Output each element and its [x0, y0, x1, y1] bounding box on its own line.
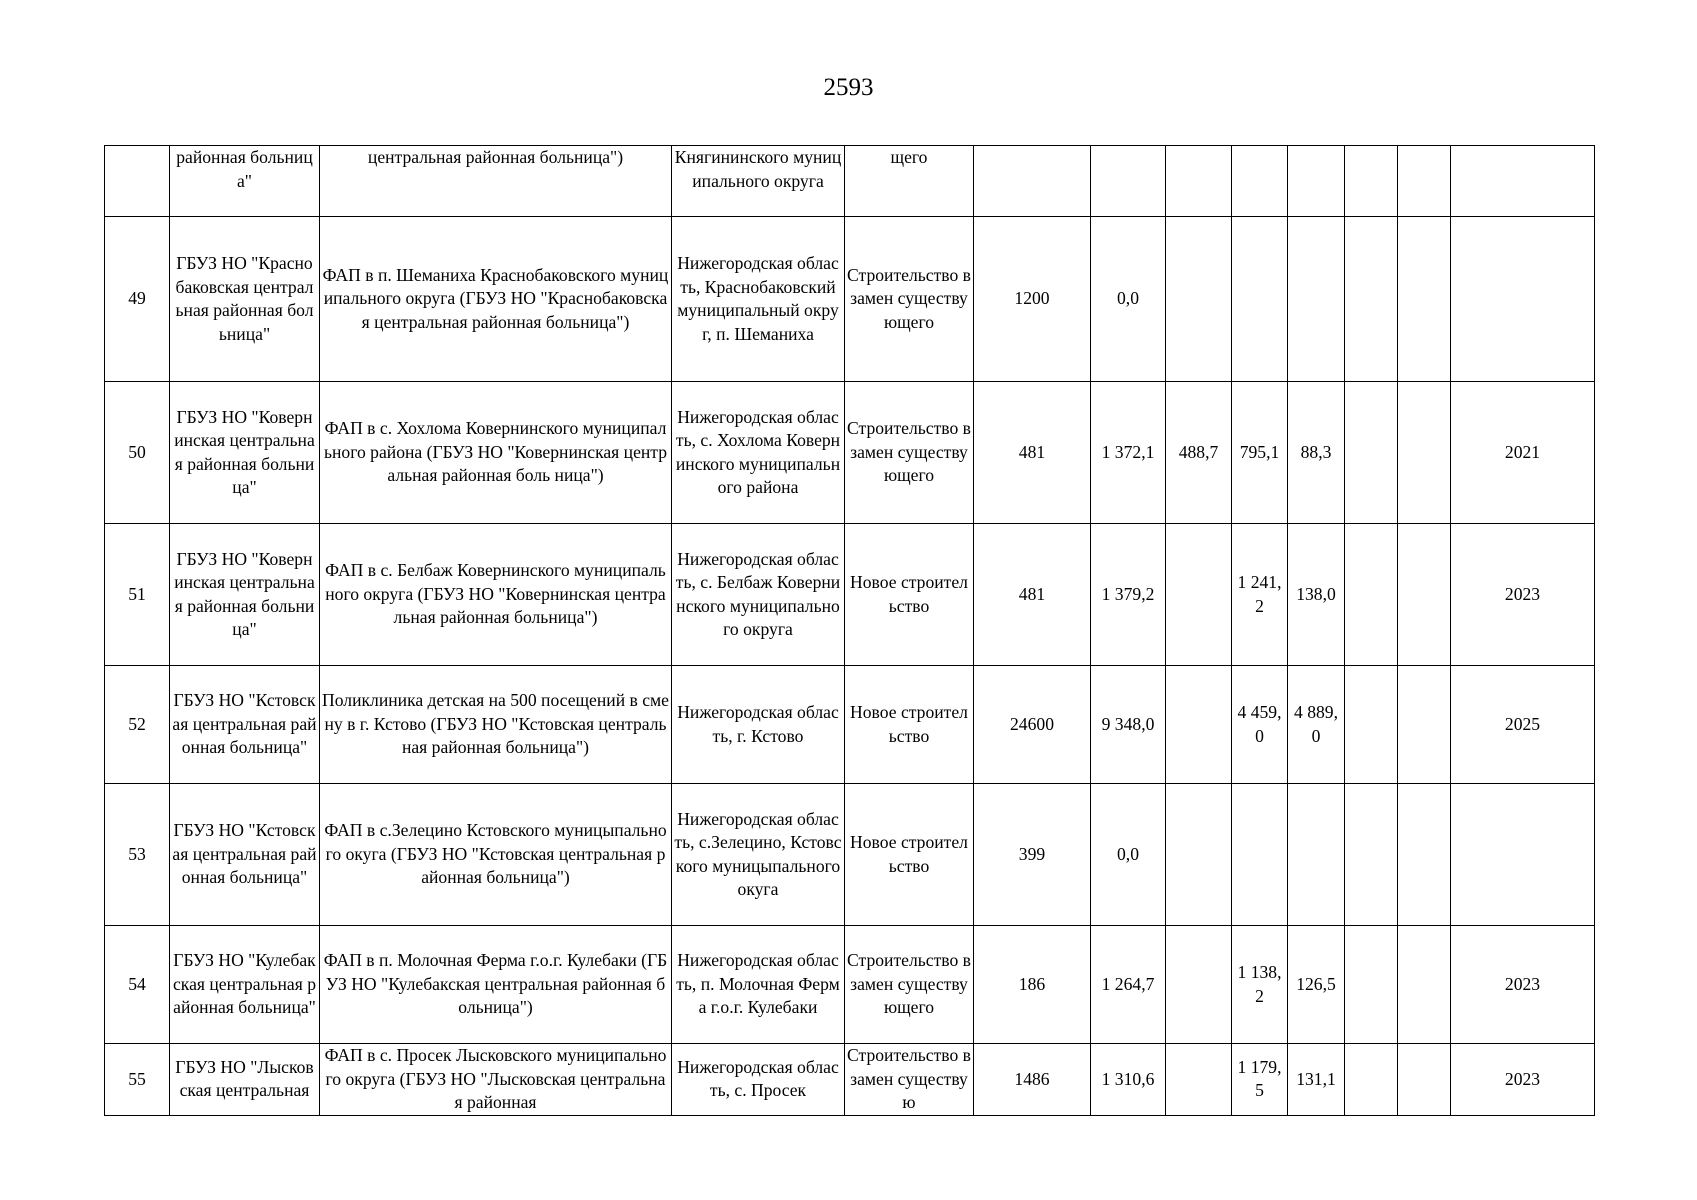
table-cell-c8: [1232, 784, 1288, 926]
table-cell-n: 53: [105, 784, 170, 926]
table-cell-object: ФАП в с.Зелецино Кстовского муницыпального окуга (ГБУЗ НО "Кстовская центральная районная больница"): [320, 784, 672, 926]
table-cell-c7: [1166, 666, 1232, 784]
table-cell-c7: [1166, 524, 1232, 666]
table-cell-address: Княгининского муниципального округа: [672, 146, 845, 217]
table-cell-c10: [1345, 217, 1398, 382]
table-cell-c10: [1345, 146, 1398, 217]
table-cell-c7: 488,7: [1166, 382, 1232, 524]
table-cell-type: Новое строительство: [845, 784, 974, 926]
table-cell-c5: 399: [974, 784, 1091, 926]
table-cell-org: районная больница": [170, 146, 320, 217]
table-cell-c6: 1 372,1: [1091, 382, 1166, 524]
table-cell-type: Строительство взамен существую: [845, 1044, 974, 1116]
table-cell-org: ГБУЗ НО "Ковернинская центральная районная больница": [170, 524, 320, 666]
table-row: [105, 382, 1595, 524]
table-cell-n: 50: [105, 382, 170, 524]
objects-table: [104, 145, 1595, 1116]
table-cell-c6: 1 310,6: [1091, 1044, 1166, 1116]
table-cell-c8: [1232, 217, 1288, 382]
table-cell-c12: 2021: [1451, 382, 1595, 524]
table-cell-c11: [1398, 524, 1451, 666]
table-cell-org: ГБУЗ НО "Ковернинская центральная районная больница": [170, 382, 320, 524]
table-cell-c12: [1451, 217, 1595, 382]
table-cell-c12: [1451, 146, 1595, 217]
table-cell-c5: [974, 146, 1091, 217]
table-cell-c11: [1398, 926, 1451, 1044]
table-cell-object: ФАП в п. Шеманиха Краснобаковского муниципального округа (ГБУЗ НО "Краснобаковская центральная районная больница"): [320, 217, 672, 382]
table-cell-c5: 481: [974, 524, 1091, 666]
table-cell-type: щего: [845, 146, 974, 217]
table-cell-n: 49: [105, 217, 170, 382]
table-cell-c11: [1398, 1044, 1451, 1116]
table-row: [105, 784, 1595, 926]
table-cell-org: ГБУЗ НО "Кулебакская центральная районная больница": [170, 926, 320, 1044]
table-cell-c9: [1288, 146, 1345, 217]
table-cell-c6: 9 348,0: [1091, 666, 1166, 784]
table-cell-address: Нижегородская область, с. Хохлома Ковернинского муниципального района: [672, 382, 845, 524]
table-cell-c11: [1398, 217, 1451, 382]
table-cell-object: ФАП в с. Белбаж Ковернинского муниципального округа (ГБУЗ НО "Ковернинская центральная районная больница"): [320, 524, 672, 666]
table-cell-c9: [1288, 784, 1345, 926]
table-row: [105, 146, 1595, 217]
table-cell-c12: 2023: [1451, 926, 1595, 1044]
table-cell-c12: 2023: [1451, 524, 1595, 666]
table-cell-address: Нижегородская область, г. Кстово: [672, 666, 845, 784]
table-cell-c5: 1200: [974, 217, 1091, 382]
table-cell-c11: [1398, 784, 1451, 926]
table-row: [105, 524, 1595, 666]
table-cell-type: Строительство взамен существующего: [845, 382, 974, 524]
table-cell-c6: 0,0: [1091, 217, 1166, 382]
table-row: [105, 666, 1595, 784]
table-cell-address: Нижегородская область, п. Молочная Ферма г.о.г. Кулебаки: [672, 926, 845, 1044]
table-cell-c12: 2023: [1451, 1044, 1595, 1116]
table-cell-c11: [1398, 382, 1451, 524]
table-cell-org: ГБУЗ НО "Краснобаковская центральная районная больница": [170, 217, 320, 382]
table-cell-n: 55: [105, 1044, 170, 1116]
table-cell-object: Поликлиника детская на 500 посещений в смену в г. Кстово (ГБУЗ НО "Кстовская центральная районная больница"): [320, 666, 672, 784]
table-cell-type: Новое строительство: [845, 666, 974, 784]
table-cell-c9: 131,1: [1288, 1044, 1345, 1116]
table-cell-c7: [1166, 784, 1232, 926]
table-cell-address: Нижегородская область, Краснобаковский муниципальный округ, п. Шеманиха: [672, 217, 845, 382]
table-cell-c6: [1091, 146, 1166, 217]
table-row: [105, 1044, 1595, 1116]
table-cell-c10: [1345, 524, 1398, 666]
table-cell-c5: 24600: [974, 666, 1091, 784]
table-cell-c10: [1345, 1044, 1398, 1116]
table-row: [105, 217, 1595, 382]
table-cell-c12: [1451, 784, 1595, 926]
table-cell-c9: [1288, 217, 1345, 382]
page-number: 2593: [823, 74, 874, 101]
table-cell-c10: [1345, 784, 1398, 926]
table-cell-n: 54: [105, 926, 170, 1044]
table-cell-c11: [1398, 146, 1451, 217]
table-cell-org: ГБУЗ НО "Кстовская центральная районная больница": [170, 784, 320, 926]
table-cell-c9: 138,0: [1288, 524, 1345, 666]
table-cell-c5: 186: [974, 926, 1091, 1044]
table-cell-n: [105, 146, 170, 217]
table-cell-org: ГБУЗ НО "Лысковская центральная: [170, 1044, 320, 1116]
table-cell-object: центральная районная больница"): [320, 146, 672, 217]
table-cell-c6: 1 264,7: [1091, 926, 1166, 1044]
table-cell-object: ФАП в п. Молочная Ферма г.о.г. Кулебаки (ГБУЗ НО "Кулебакская центральная районная больница"): [320, 926, 672, 1044]
table-cell-object: ФАП в с. Просек Лысковского муниципального округа (ГБУЗ НО "Лысковская центральная районная: [320, 1044, 672, 1116]
table-cell-c9: 4 889,0: [1288, 666, 1345, 784]
table-cell-address: Нижегородская область, с.Зелецино, Кстовского муницыпального окуга: [672, 784, 845, 926]
table-cell-address: Нижегородская область, с. Просек: [672, 1044, 845, 1116]
table-cell-c7: [1166, 217, 1232, 382]
table-cell-c9: 88,3: [1288, 382, 1345, 524]
table-cell-type: Строительство взамен существующего: [845, 217, 974, 382]
table-cell-type: Строительство взамен существующего: [845, 926, 974, 1044]
table-cell-n: 52: [105, 666, 170, 784]
table-cell-c10: [1345, 382, 1398, 524]
table-cell-c8: 795,1: [1232, 382, 1288, 524]
table-cell-c8: 1 241,2: [1232, 524, 1288, 666]
table-cell-c6: 0,0: [1091, 784, 1166, 926]
table-cell-c9: 126,5: [1288, 926, 1345, 1044]
table-cell-c10: [1345, 666, 1398, 784]
table-cell-n: 51: [105, 524, 170, 666]
table-cell-c5: 1486: [974, 1044, 1091, 1116]
table-cell-c8: 1 138,2: [1232, 926, 1288, 1044]
table-cell-c7: [1166, 146, 1232, 217]
table-cell-c7: [1166, 926, 1232, 1044]
table-cell-c11: [1398, 666, 1451, 784]
table-cell-org: ГБУЗ НО "Кстовская центральная районная больница": [170, 666, 320, 784]
table-cell-c10: [1345, 926, 1398, 1044]
table-cell-c8: 1 179,5: [1232, 1044, 1288, 1116]
table-row: [105, 926, 1595, 1044]
table-cell-c12: 2025: [1451, 666, 1595, 784]
table-cell-c7: [1166, 1044, 1232, 1116]
table-cell-c6: 1 379,2: [1091, 524, 1166, 666]
table-cell-c8: 4 459,0: [1232, 666, 1288, 784]
table-cell-address: Нижегородская область, с. Белбаж Ковернинского муниципального округа: [672, 524, 845, 666]
table-cell-object: ФАП в с. Хохлома Ковернинского муниципального района (ГБУЗ НО "Ковернинская центральная районная боль ница"): [320, 382, 672, 524]
table-cell-type: Новое строительство: [845, 524, 974, 666]
table-cell-c5: 481: [974, 382, 1091, 524]
table-cell-c8: [1232, 146, 1288, 217]
